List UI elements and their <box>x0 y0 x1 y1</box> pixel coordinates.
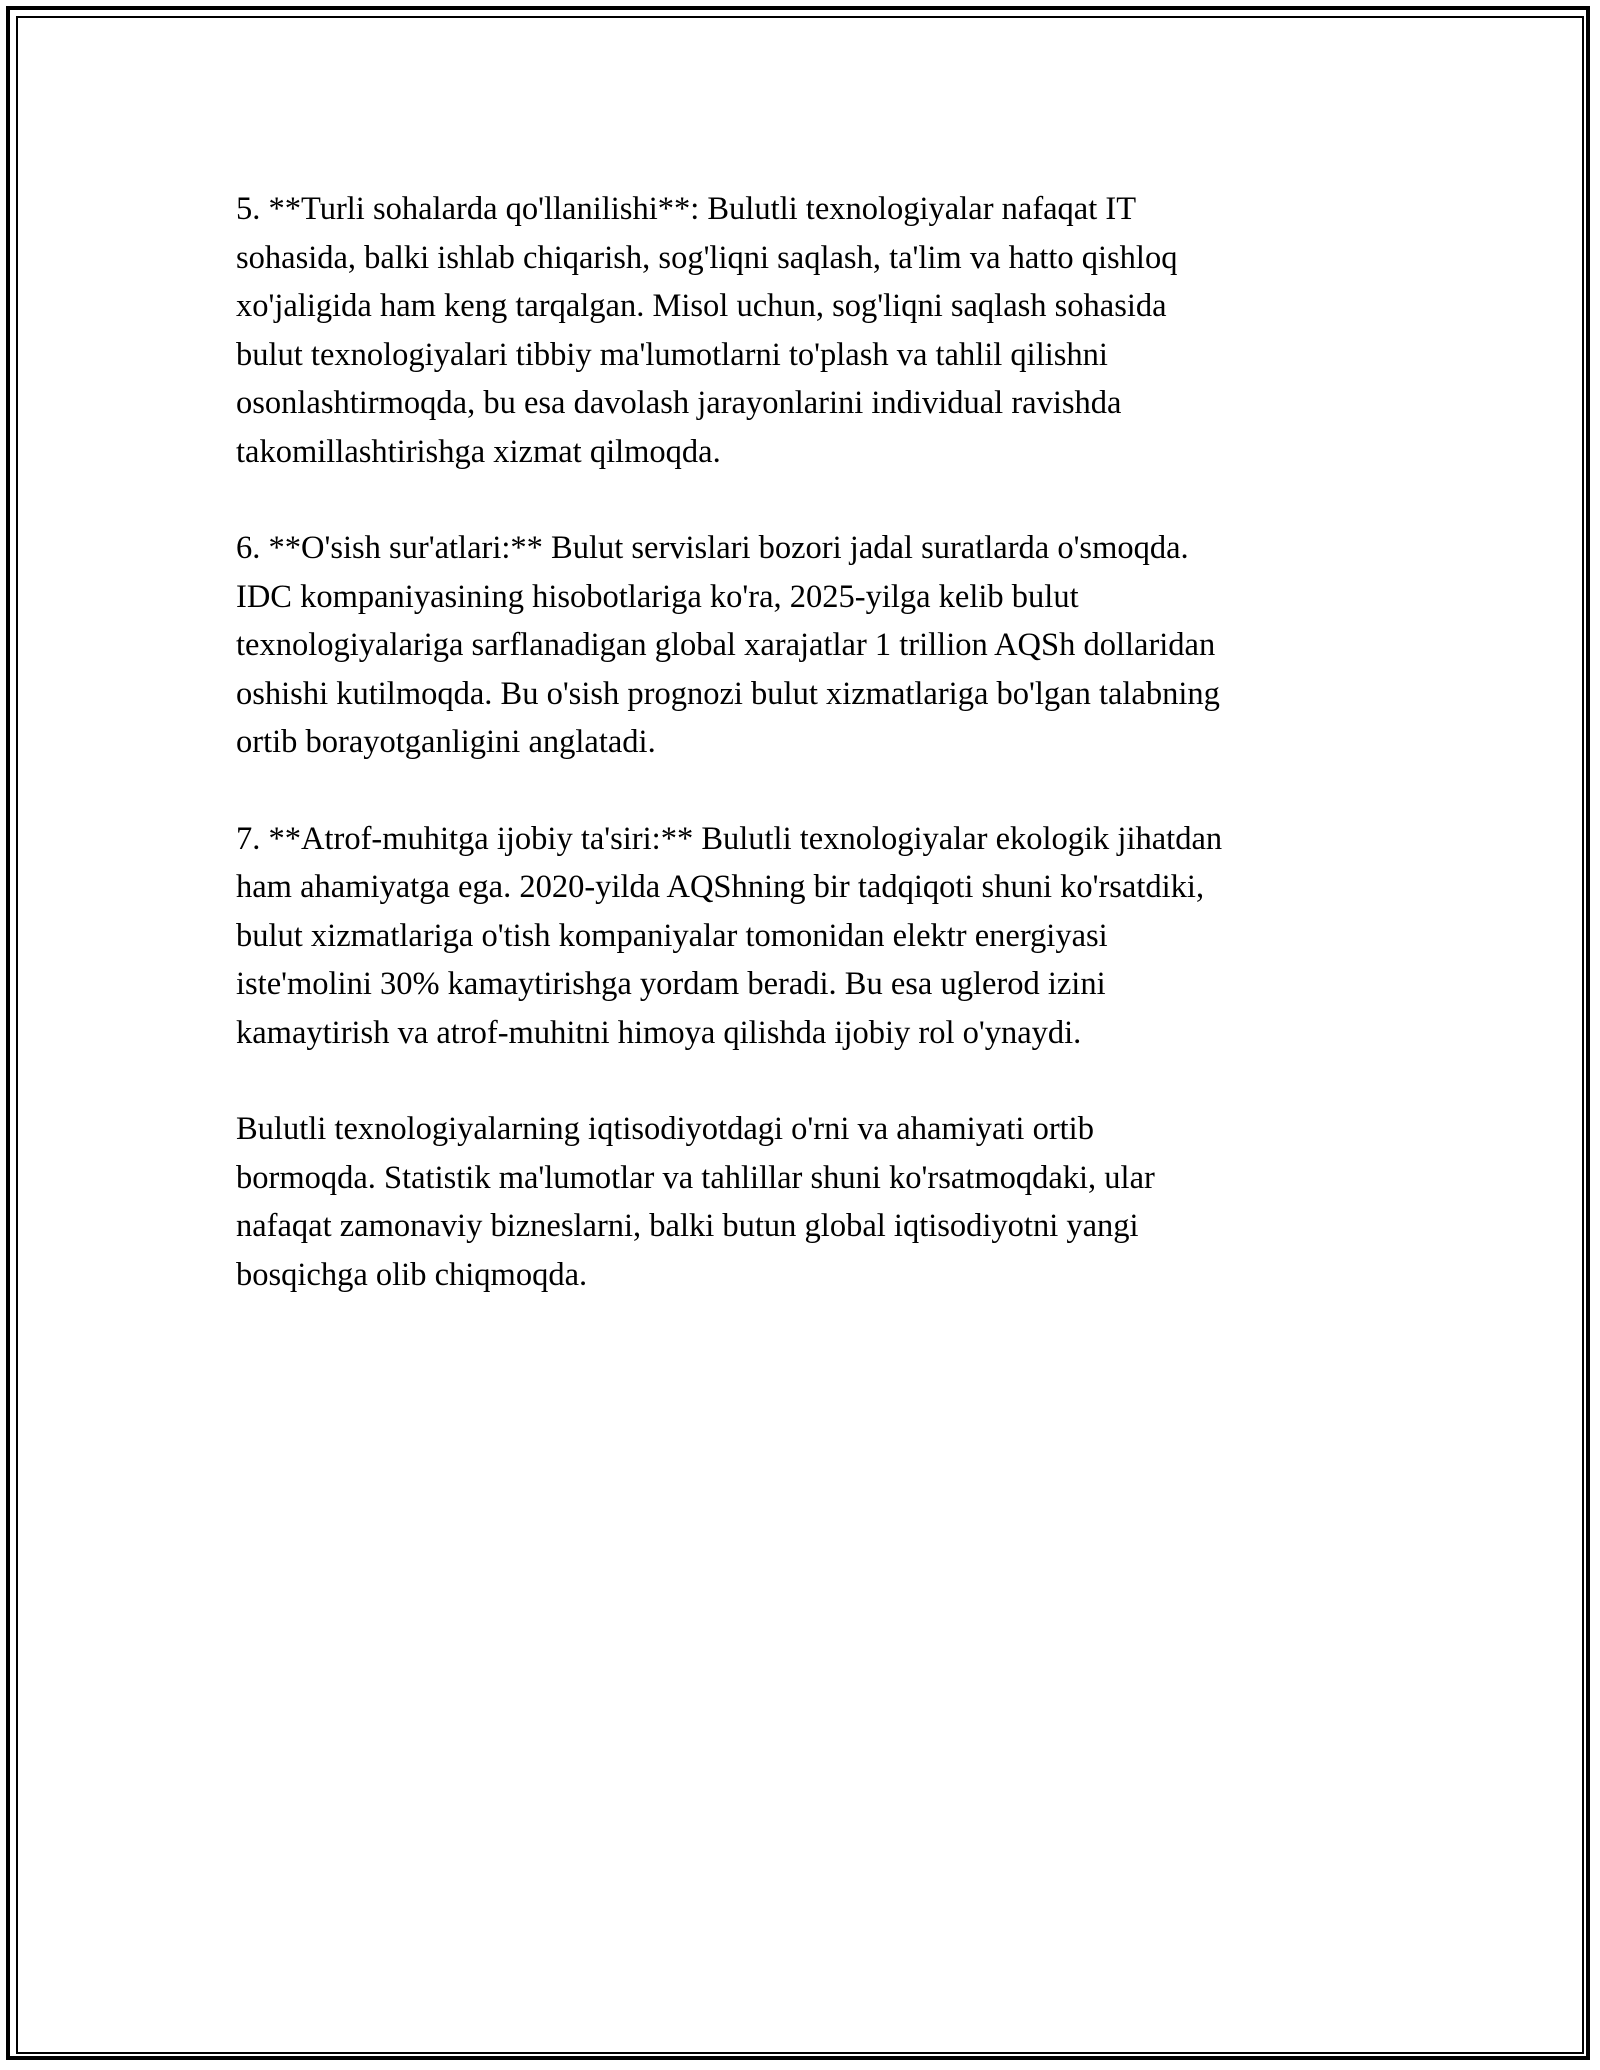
text-line: xo'jaligida ham keng tarqalgan. Misol uchun, sog'liqni saqlash sohasida <box>236 288 1167 324</box>
text-line: IDC kompaniyasining hisobotlariga ko'ra, 2025-yilga kelib bulut <box>236 578 1079 615</box>
text-line: 6. **O'sish sur'atlari:** Bulut servislari bozori jadal suratlarda o'smoqda. <box>236 530 1189 566</box>
text-line: sohasida, balki ishlab chiqarish, sog'liqni saqlash, ta'lim va hatto qishloq <box>236 239 1178 276</box>
text-line: 5. **Turli sohalarda qo'llanilishi**: Bulutli texnologiyalar nafaqat IT <box>236 191 1137 227</box>
text-line: bulut xizmatlariga o'tish kompaniyalar tomonidan elektr energiyasi <box>236 917 1108 954</box>
text-line: bosqichga olib chiqmoqda. <box>236 1256 588 1293</box>
document-body <box>236 185 1366 1347</box>
text-line: Bulutli texnologiyalarning iqtisodiyotdagi o'rni va ahamiyati ortib <box>236 1111 1094 1147</box>
text-line: oshishi kutilmoqda. Bu o'sish prognozi bulut xizmatlariga bo'lgan talabning <box>236 675 1220 712</box>
text-line: osonlashtirmoqda, bu esa davolash jarayonlarini individual ravishda <box>236 385 1122 421</box>
paragraph-item-5 <box>236 185 1366 476</box>
text-line: takomillashtirishga xizmat qilmoqda. <box>236 433 721 470</box>
paragraph-conclusion <box>236 1105 1366 1299</box>
text-line: kamaytirish va atrof-muhitni himoya qilishda ijobiy rol o'ynaydi. <box>236 1014 1082 1051</box>
text-line: ham ahamiyatga ega. 2020-yilda AQShning bir tadqiqoti shuni ko'rsatdiki, <box>236 869 1205 905</box>
text-line: bormoqda. Statistik ma'lumotlar va tahlillar shuni ko'rsatmoqdaki, ular <box>236 1159 1155 1196</box>
text-line: iste'molini 30% kamaytirishga yordam beradi. Bu esa uglerod izini <box>236 966 1106 1002</box>
text-line: 7. **Atrof-muhitga ijobiy ta'siri:** Bulutli texnologiyalar ekologik jihatdan <box>236 820 1223 857</box>
paragraph-item-6 <box>236 524 1366 767</box>
text-line: nafaqat zamonaviy bizneslarni, balki butun global iqtisodiyotni yangi <box>236 1208 1139 1244</box>
paragraph-item-7 <box>236 815 1366 1058</box>
text-line: bulut texnologiyalari tibbiy ma'lumotlarni to'plash va tahlil qilishni <box>236 336 1108 373</box>
text-line: ortib borayotganligini anglatadi. <box>236 724 656 760</box>
text-line: texnologiyalariga sarflanadigan global xarajatlar 1 trillion AQSh dollaridan <box>236 627 1216 663</box>
